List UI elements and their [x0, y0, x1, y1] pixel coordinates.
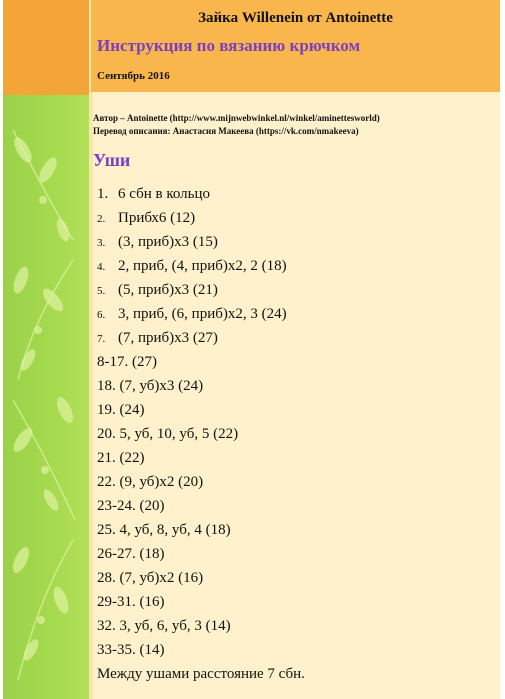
- list-item: 20. 5, уб, 10, уб, 5 (22): [97, 426, 239, 442]
- list-item: [97, 326, 497, 350]
- list-item: [97, 206, 497, 230]
- document-header: [91, 0, 500, 92]
- row-text: 2, приб, (4, приб)х2, 2 (18): [118, 258, 287, 274]
- list-item: [97, 302, 497, 326]
- list-item: 28. (7, уб)х2 (16): [97, 570, 204, 586]
- row-number: 6.: [97, 309, 106, 321]
- row-text: (3, приб)х3 (15): [118, 234, 218, 250]
- floral-pattern-icon: [3, 0, 89, 699]
- row-text: (5, приб)х3 (21): [118, 282, 218, 298]
- section-title: Уши: [93, 150, 131, 170]
- document-title: Зайка Willenein от Antoinette: [198, 10, 393, 26]
- list-item: Между ушами расстояние 7 сбн.: [97, 666, 305, 682]
- side-decoration-band: [3, 0, 89, 699]
- list-item: 18. (7, уб)х3 (24): [97, 378, 204, 394]
- list-item: 19. (24): [97, 402, 145, 418]
- list-item: [97, 182, 497, 206]
- row-number: 3.: [97, 237, 106, 249]
- document-page: [3, 0, 500, 699]
- row-text: 3, приб, (6, приб)х2, 3 (24): [118, 306, 287, 322]
- list-item: 8-17. (27): [97, 354, 157, 370]
- list-item: 29-31. (16): [97, 594, 165, 610]
- row-text: 6 сбн в кольцо: [118, 186, 211, 202]
- list-item: 22. (9, уб)х2 (20): [97, 474, 204, 490]
- row-number: 5.: [97, 285, 106, 297]
- band-divider: [89, 0, 93, 699]
- list-item: [97, 278, 497, 302]
- row-text: (7, приб)х3 (27): [118, 330, 218, 346]
- list-item: 23-24. (20): [97, 498, 165, 514]
- row-number: 7.: [97, 333, 106, 345]
- list-item: 25. 4, уб, 8, уб, 4 (18): [97, 522, 231, 538]
- author-credit: Автор – Antoinette (http://www.mijnwebwinkel.nl/winkel/aminettesworld): [93, 113, 380, 123]
- list-item: [97, 230, 497, 254]
- corner-band: [3, 0, 89, 95]
- list-item: [97, 254, 497, 278]
- row-text: Прибх6 (12): [118, 210, 196, 226]
- row-number: 2.: [97, 213, 106, 225]
- translation-credit: Перевод описания: Анастасия Макеева (https://vk.com/nmakeeva): [93, 126, 359, 136]
- row-number: 1.: [97, 186, 109, 202]
- list-item: 33-35. (14): [97, 642, 165, 658]
- instruction-list: [97, 182, 497, 686]
- credits-block: [93, 112, 380, 138]
- list-item: 21. (22): [97, 450, 145, 466]
- list-item: 26-27. (18): [97, 546, 165, 562]
- list-item: 32. 3, уб, 6, уб, 3 (14): [97, 618, 231, 634]
- row-number: 4.: [97, 261, 106, 273]
- document-date: Сентябрь 2016: [97, 70, 170, 82]
- document-subtitle: Инструкция по вязанию крючком: [97, 36, 361, 55]
